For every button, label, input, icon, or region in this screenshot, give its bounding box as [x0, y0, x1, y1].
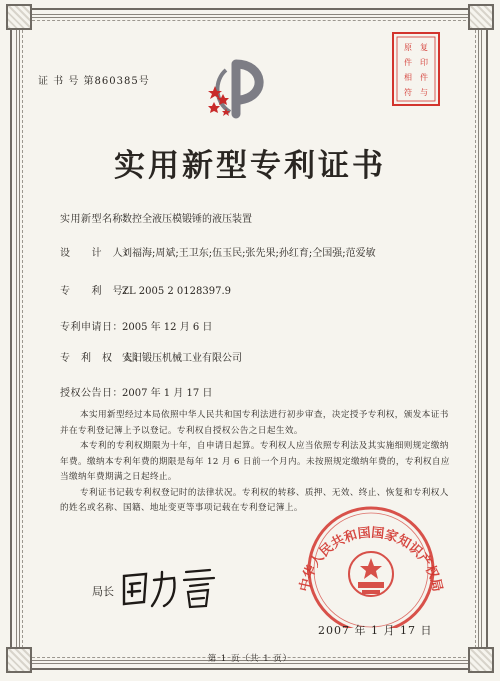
field-label: 授权公告日： [60, 388, 123, 399]
official-seal [286, 500, 456, 628]
body-paragraph: 专利证书记载专利权登记时的法律状况。专利权的转移、质押、无效、终止、恢复和专利权人的姓名或名称、国籍、地址变更等事项记载在专利登记簿上。 [60, 487, 449, 513]
field-value: 数控全液压模锻锤的液压装置 [122, 214, 252, 225]
body-paragraph: 本实用新型经过本局依照中华人民共和国专利法进行初步审查，决定授予专利权，颁发本证书并在专利登记簿上予以登记。专利权自授权公告之日起生效。 [60, 410, 449, 436]
director-label: 局长 [92, 585, 114, 598]
sipo-logo-icon [206, 58, 272, 120]
field-utility-model-name [60, 210, 252, 225]
copy-stamp [390, 30, 442, 108]
copy-stamp-text-1: 复印件与原件相符 [404, 43, 428, 97]
field-value: 刘福海;周斌;王卫东;伍玉民;张先果;孙红育;仝国强;范爱敏 [122, 248, 376, 259]
field-designers [60, 244, 376, 259]
field-patent-number [60, 282, 231, 297]
field-label: 专利申请日： [60, 322, 123, 333]
certificate-number-value: 860385 [94, 76, 139, 87]
field-label: 设 计 人： [60, 248, 134, 259]
seal-text: 中华人民共和国国家知识产权局 [297, 525, 445, 594]
field-label: 专 利 权 人： [60, 353, 144, 364]
certificate-number-suffix: 号 [138, 76, 150, 87]
field-label: 实用新型名称： [60, 214, 134, 225]
body-paragraph: 本专利的专利权期限为十年，自申请日起算。专利权人应当依照专利法及其实施细则规定缴纳年费。缴纳本专利年费的期限是每年 12 月 6 日前一个月内。未按照规定缴纳年费的，专利权自应当缴纳年费期满之日起终止。 [60, 441, 450, 482]
certificate-number [38, 72, 150, 87]
field-value: 2005 年 12 月 6 日 [122, 322, 213, 333]
certificate-number-label: 证 书 号 第 [38, 76, 95, 87]
field-value: 2007 年 1 月 17 日 [122, 388, 213, 399]
border-corner [6, 4, 32, 30]
field-value: ZL 2005 2 0128397.9 [122, 286, 232, 297]
field-label: 专 利 号： [60, 286, 134, 297]
issue-date: 2007 年 1 月 17 日 [318, 624, 433, 637]
field-value: 安阳锻压机械工业有限公司 [122, 353, 242, 364]
national-emblem-icon [349, 552, 393, 596]
director-signature [116, 562, 226, 612]
border-corner [468, 4, 494, 30]
page-indicator: 第 1 页（共 1 页） [207, 654, 293, 664]
certificate-title: 实用新型专利证书 [114, 148, 386, 184]
field-patentee [60, 349, 242, 364]
field-application-date [60, 318, 212, 333]
field-grant-announcement-date [60, 384, 212, 399]
